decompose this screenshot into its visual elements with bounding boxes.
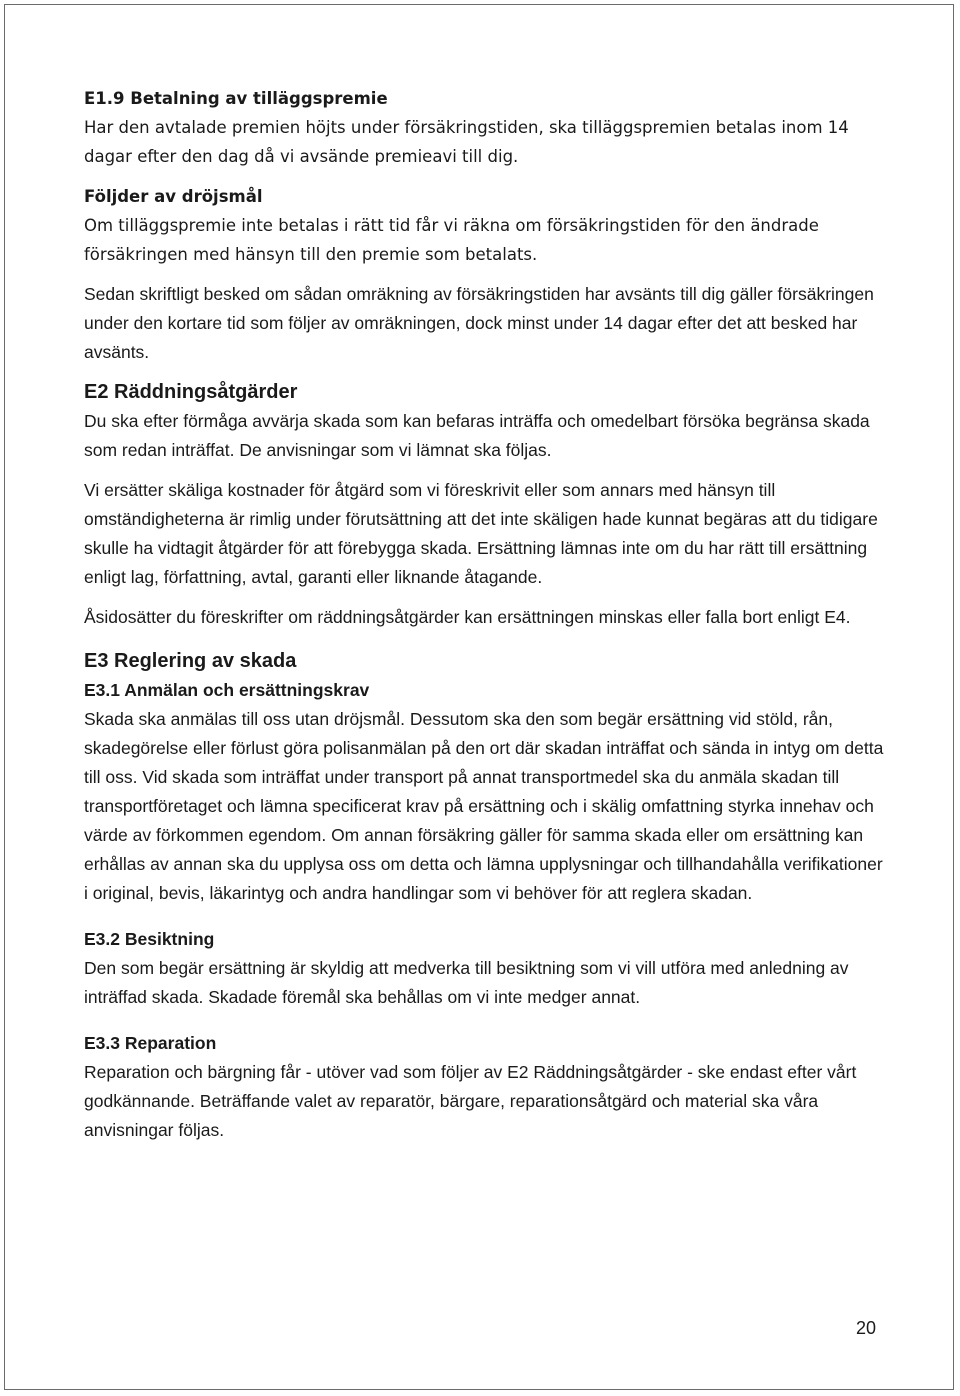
- paragraph-inspection: Den som begär ersättning är skyldig att medverka till besiktning som vi vill utföra med anledning av inträffad skada. Skadade föremål ska behållas om vi inte medger annat.: [84, 958, 849, 1007]
- subheading-delay-consequences: Följder av dröjsmål: [84, 187, 263, 206]
- subheading-e3-1: E3.1 Anmälan och ersättningskrav: [84, 680, 370, 700]
- paragraph-reasonable-costs: Vi ersätter skäliga kostnader för åtgärd som vi föreskrivit eller som annars med hänsyn till omständigheterna är rimlig under förutsättning att det inte skäligen hade kunnat begäras att du tidigare skulle ha vidtagit åtgärder för att förebygga skada. Ersättning lämnas inte om du har rätt till ersättning enligt lag, författning, avtal, garanti eller liknande åtagande.: [84, 480, 878, 587]
- paragraph-additional-premium: Har den avtalade premien höjts under försäkringstiden, ska tilläggspremien betalas inom 14 dagar efter den dag då vi avsände premieavi till dig.: [84, 118, 849, 166]
- page-number: 20: [855, 1318, 876, 1338]
- subheading-e3-2: E3.2 Besiktning: [84, 929, 215, 949]
- section-heading-e3: E3 Reglering av skada: [84, 650, 297, 672]
- paragraph-claim-notification: Skada ska anmälas till oss utan dröjsmål. Dessutom ska den som begär ersättning vid stöld, rån, skadegörelse eller förlust göra polisanmälan på den ort där skadan inträffat och sända in intyg om detta till oss. Vid skada som inträffat under transport på annat transportmedel ska du anmäla skadan till transportföretaget och lämna specificerat krav på ersättning och i skälig omfattning styrka innehav och värde av förkommen egendom. Om annan försäkring gäller för samma skada eller om ersättning kan erhållas av annan ska du upplysa oss om detta och lämna upplysningar och tillhandahålla verifikationer i original, bevis, läkarintyg och andra handlingar som vi behöver för att reglera skadan.: [84, 709, 884, 903]
- paragraph-prevent-damage: Du ska efter förmåga avvärja skada som kan befaras inträffa och omedelbart försöka begränsa skada som redan inträffat. De anvisningar som vi lämnat ska följas.: [84, 411, 870, 460]
- subheading-e3-3: E3.3 Reparation: [84, 1033, 217, 1053]
- section-heading-e2: E2 Räddningsåtgärder: [84, 381, 298, 403]
- section-heading-e1-9: E1.9 Betalning av tilläggspremie: [84, 89, 388, 108]
- paragraph-recalculation-notice: Sedan skriftligt besked om sådan omräkning av försäkringstiden har avsänts till dig gäller försäkringen under den kortare tid som följer av omräkningen, dock minst under 14 dagar efter det att besked har avsänts.: [84, 284, 874, 362]
- document-body: [84, 84, 884, 1145]
- paragraph-repair: Reparation och bärgning får - utöver vad som följer av E2 Räddningsåtgärder - ske endast efter vårt godkännande. Beträffande valet av reparatör, bärgare, reparationsåtgärd och material ska våra anvisningar följas.: [84, 1062, 857, 1140]
- paragraph-late-payment: Om tilläggspremie inte betalas i rätt tid får vi räkna om försäkringstiden för den ändrade försäkringen med hänsyn till den premie som betalats.: [84, 216, 819, 264]
- paragraph-neglect-rules: Åsidosätter du föreskrifter om räddningsåtgärder kan ersättningen minskas eller falla bort enligt E4.: [84, 607, 851, 627]
